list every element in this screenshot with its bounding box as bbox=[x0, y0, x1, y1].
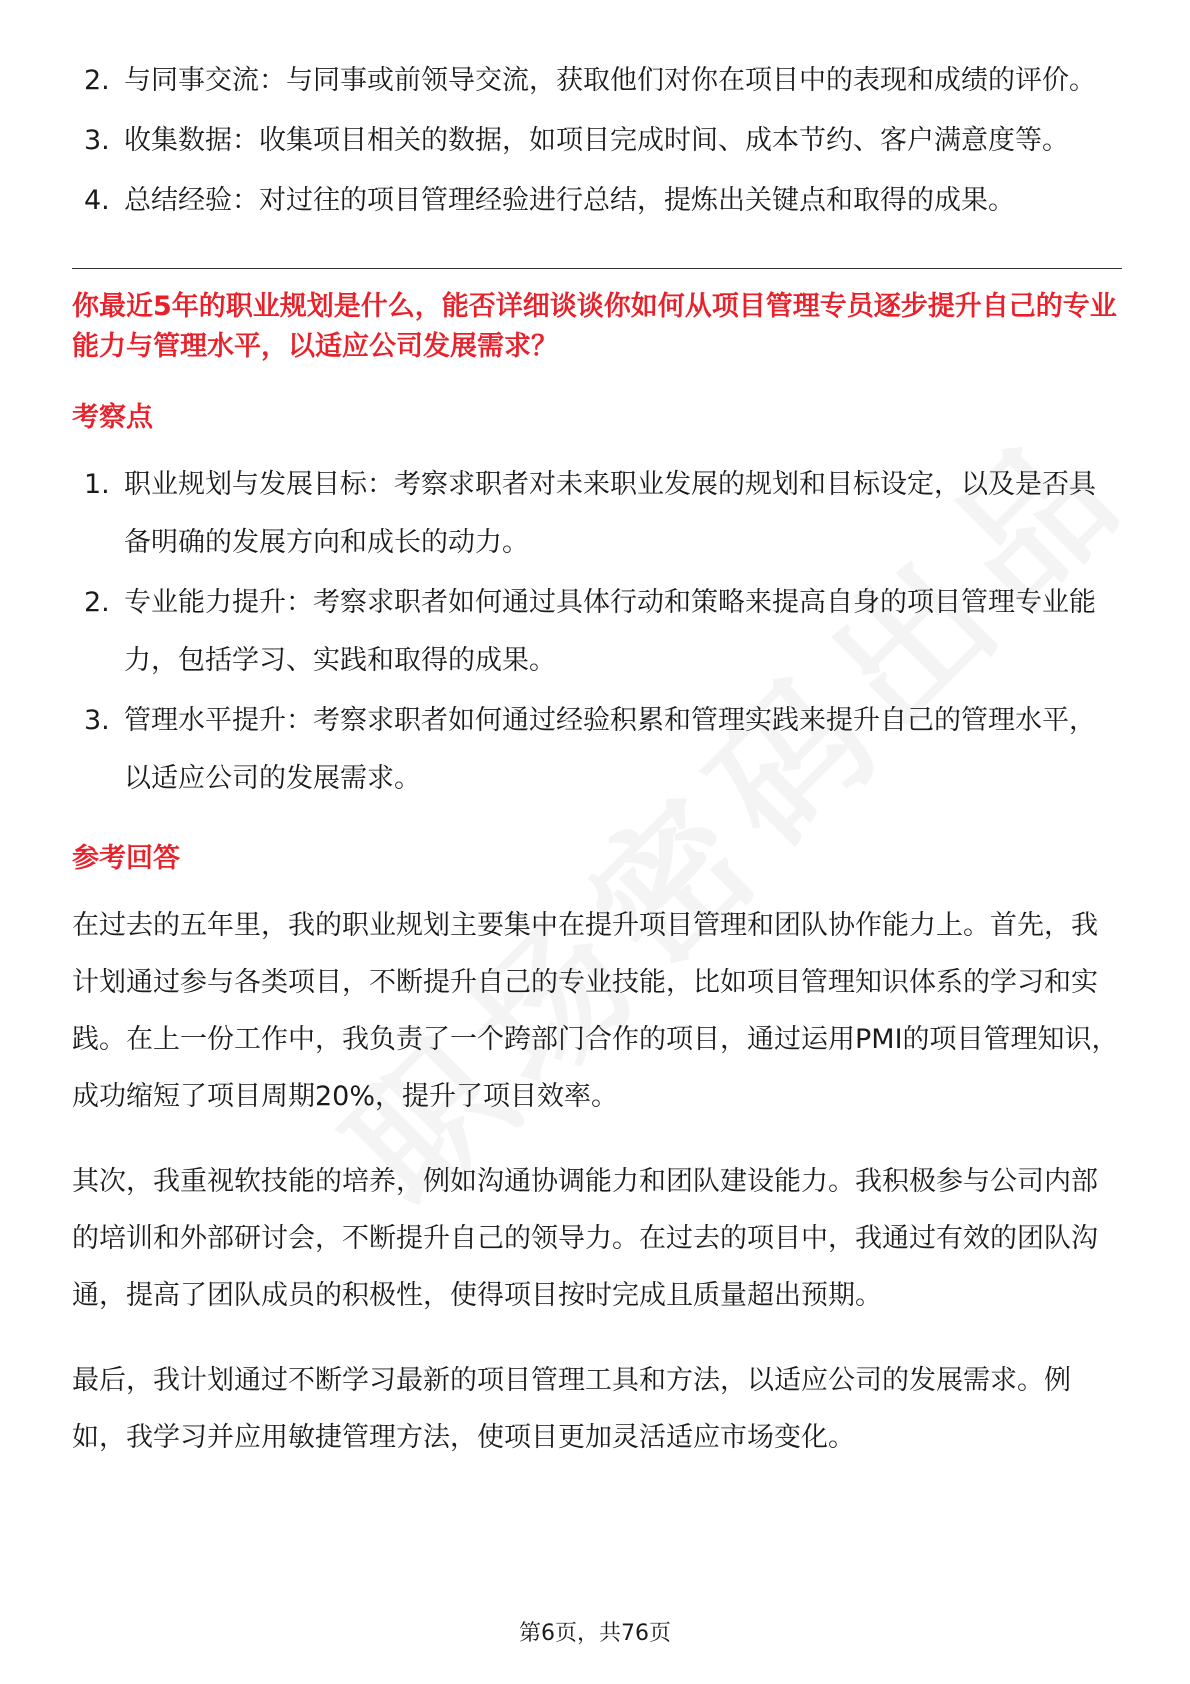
list-text: 总结经验：对过往的项目管理经验进行总结，提炼出关键点和取得的成果。 bbox=[124, 185, 1015, 216]
focus-list bbox=[72, 456, 1122, 808]
list-item bbox=[72, 692, 1122, 808]
content bbox=[72, 52, 1122, 1494]
list-number: 2. bbox=[84, 65, 110, 96]
focus-heading: 考察点 bbox=[72, 402, 153, 433]
list-item bbox=[72, 112, 1122, 170]
answer-heading: 参考回答 bbox=[72, 843, 180, 874]
answer-paragraph: 最后，我计划通过不断学习最新的项目管理工具和方法，以适应公司的发展需求。例如，我学习并应用敏捷管理方法，使项目更加灵活适应市场变化。 bbox=[72, 1365, 1071, 1453]
list-text: 与同事交流：与同事或前领导交流，获取他们对你在项目中的表现和成绩的评价。 bbox=[124, 65, 1096, 96]
section-divider bbox=[72, 268, 1122, 269]
list-number: 3. bbox=[84, 705, 110, 736]
list-text: 管理水平提升：考察求职者如何通过经验积累和管理实践来提升自己的管理水平，以适应公司的发展需求。 bbox=[124, 705, 1096, 794]
answer-paragraph: 在过去的五年里，我的职业规划主要集中在提升项目管理和团队协作能力上。首先，我计划通过参与各类项目，不断提升自己的专业技能，比如项目管理知识体系的学习和实践。在上一份工作中，我负责了一个跨部门合作的项目，通过运用PMI的项目管理知识，成功缩短了项目周期20%，提升了项目效率。 bbox=[72, 910, 1119, 1112]
list-text: 收集数据：收集项目相关的数据，如项目完成时间、成本节约、客户满意度等。 bbox=[124, 125, 1069, 156]
list-item bbox=[72, 456, 1122, 572]
list-number: 1. bbox=[84, 469, 110, 500]
answer-paragraph: 其次，我重视软技能的培养，例如沟通协调能力和团队建设能力。我积极参与公司内部的培训和外部研讨会，不断提升自己的领导力。在过去的项目中，我通过有效的团队沟通，提高了团队成员的积极性，使得项目按时完成且质量超出预期。 bbox=[72, 1166, 1098, 1311]
list-text: 职业规划与发展目标：考察求职者对未来职业发展的规划和目标设定，以及是否具备明确的发展方向和成长的动力。 bbox=[124, 469, 1096, 558]
list-number: 2. bbox=[84, 587, 110, 618]
list-item bbox=[72, 52, 1122, 110]
list-item bbox=[72, 574, 1122, 690]
list-item bbox=[72, 172, 1122, 230]
top-list bbox=[72, 52, 1122, 230]
list-number: 3. bbox=[84, 125, 110, 156]
list-number: 4. bbox=[84, 185, 110, 216]
page-footer: 第6页，共76页 bbox=[519, 1621, 671, 1646]
list-text: 专业能力提升：考察求职者如何通过具体行动和策略来提高自身的项目管理专业能力，包括学习、实践和取得的成果。 bbox=[124, 587, 1096, 676]
question-heading: 你最近5年的职业规划是什么，能否详细谈谈你如何从项目管理专员逐步提升自己的专业能力与管理水平，以适应公司发展需求？ bbox=[72, 291, 1117, 362]
